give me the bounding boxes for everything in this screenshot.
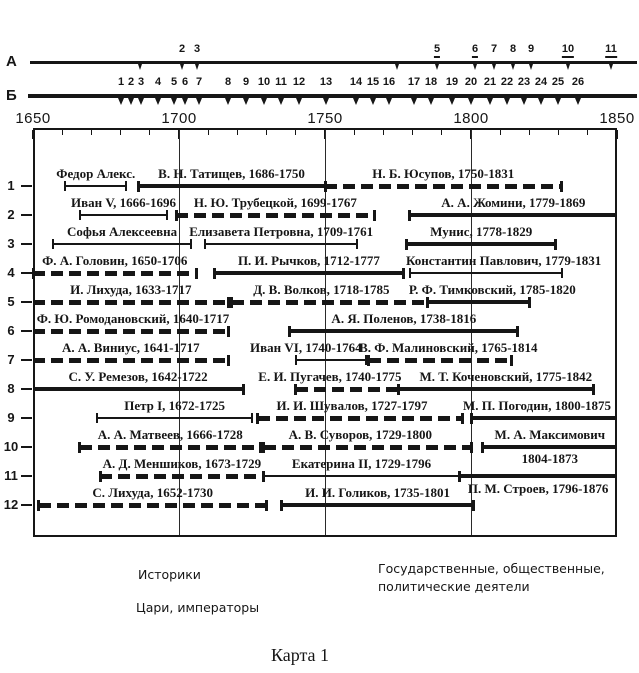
person-bar xyxy=(53,243,190,245)
person-bar xyxy=(33,358,229,363)
person-bar xyxy=(176,213,375,218)
person-bar xyxy=(80,445,261,450)
row-number: 3 xyxy=(7,236,15,251)
axis-tick xyxy=(412,130,413,135)
person-label: Екатерина II, 1729-1796 xyxy=(291,456,432,471)
person-bar xyxy=(483,445,617,449)
bar-cap xyxy=(426,297,429,308)
axis-tick xyxy=(529,130,530,135)
scale-b-number: 18 xyxy=(424,76,438,88)
axis-tick xyxy=(237,130,238,135)
person-bar xyxy=(471,416,617,420)
bar-cap xyxy=(52,239,54,249)
scale-b-number: 26 xyxy=(571,76,585,88)
person-bar xyxy=(296,359,366,361)
bar-cap xyxy=(592,384,595,395)
person-bar xyxy=(264,475,460,477)
scale-a-number: 9 xyxy=(527,43,535,55)
person-label: Н. Ю. Трубецкой, 1699-1767 xyxy=(193,195,357,210)
scale-b-number: 8 xyxy=(224,76,232,88)
scale-b-number: 14 xyxy=(349,76,363,88)
bar-cap xyxy=(458,471,461,482)
axis-tick xyxy=(354,130,355,135)
scale-b-number: 4 xyxy=(154,76,162,88)
bar-cap xyxy=(356,239,358,249)
scale-a-tick xyxy=(138,64,142,70)
person-label: Константин Павлович, 1779-1831 xyxy=(405,253,602,268)
scale-a-tick xyxy=(492,64,496,70)
row-tick xyxy=(21,475,32,477)
scale-b-tick xyxy=(428,98,434,105)
person-bar xyxy=(214,271,404,275)
bar-cap xyxy=(560,181,563,192)
year-label: 1850 xyxy=(599,110,635,127)
axis-tick xyxy=(149,130,150,135)
person-label: Н. Б. Юсупов, 1750-1831 xyxy=(372,166,515,181)
bar-cap xyxy=(408,210,411,221)
person-bar xyxy=(33,329,229,334)
row-tick xyxy=(21,330,32,332)
bar-cap xyxy=(470,413,473,424)
row-tick xyxy=(21,272,32,274)
bar-cap xyxy=(166,210,168,220)
bar-cap xyxy=(32,268,35,279)
scale-a-label: А xyxy=(6,53,17,70)
person-label: Елизавета Петровна, 1709-1761 xyxy=(189,224,374,239)
scale-b-tick xyxy=(353,98,359,105)
person-bar xyxy=(33,387,243,391)
row-number: 8 xyxy=(7,381,15,396)
scale-b-tick xyxy=(504,98,510,105)
person-bar xyxy=(264,445,471,450)
person-label: М. А. Максимович xyxy=(494,427,606,442)
person-label: Иван VI, 1740-1764 xyxy=(250,340,362,355)
person-bar xyxy=(459,474,617,478)
scale-a-number: 10 xyxy=(562,44,574,58)
legend-statesmen xyxy=(378,560,605,596)
person-bar xyxy=(296,387,398,392)
person-label: М. Т. Коченовский, 1775-1842 xyxy=(419,369,593,384)
scale-b-number: 11 xyxy=(275,76,287,88)
bar-cap xyxy=(461,413,464,424)
person-bar xyxy=(258,416,462,421)
row-number: 5 xyxy=(7,294,15,309)
bar-cap xyxy=(78,442,81,453)
scale-a-tick xyxy=(395,64,399,70)
bar-cap xyxy=(324,181,327,192)
scale-b-number: 10 xyxy=(257,76,271,88)
year-label: 1750 xyxy=(307,110,343,127)
scale-b-tick xyxy=(538,98,544,105)
scale-b-tick xyxy=(386,98,392,105)
axis-tick xyxy=(266,130,267,135)
bar-cap xyxy=(280,500,283,511)
person-label: Мунис, 1778-1829 xyxy=(430,224,533,239)
axis-tick xyxy=(500,130,501,135)
axis-tick xyxy=(558,130,559,135)
scale-a-tick xyxy=(511,64,515,70)
scale-b-number: 19 xyxy=(445,76,459,88)
scale-b-number: 25 xyxy=(551,76,565,88)
person-label: Ф. Ю. Ромодановский, 1640-1717 xyxy=(36,311,230,326)
scale-b-tick xyxy=(155,98,161,105)
bar-cap xyxy=(175,210,178,221)
bar-cap xyxy=(528,297,531,308)
person-label: А. А. Матвеев, 1666-1728 xyxy=(97,427,243,442)
scale-a-tick xyxy=(529,64,533,70)
person-bar xyxy=(65,185,126,187)
bar-cap xyxy=(367,355,370,366)
scale-b-number: 23 xyxy=(517,76,531,88)
axis-tick xyxy=(616,130,618,139)
bar-cap xyxy=(64,181,66,191)
axis-tick xyxy=(587,130,588,135)
person-bar xyxy=(290,329,518,333)
row-number: 10 xyxy=(3,439,19,454)
scale-b-number: 12 xyxy=(292,76,306,88)
row-number: 1 xyxy=(7,178,15,193)
person-label: Р. Ф. Тимковский, 1785-1820 xyxy=(408,282,576,297)
axis-tick xyxy=(441,130,442,135)
legend-historians: Историки xyxy=(138,567,201,582)
person-bar xyxy=(410,272,562,274)
person-bar xyxy=(33,271,197,276)
bar-cap xyxy=(79,210,81,220)
scale-b-tick xyxy=(196,98,202,105)
row-number: 7 xyxy=(7,352,15,367)
scale-a-tick xyxy=(473,64,477,70)
bar-cap xyxy=(190,239,192,249)
bar-cap xyxy=(554,239,557,250)
bar-cap xyxy=(472,500,475,511)
person-label: А. Я. Поленов, 1738-1816 xyxy=(331,311,477,326)
scale-b-number: 2 xyxy=(127,76,135,88)
person-label: А. А. Виниус, 1641-1717 xyxy=(62,340,200,355)
scale-b-number: 17 xyxy=(407,76,421,88)
person-bar xyxy=(232,300,428,305)
row-tick xyxy=(21,301,32,303)
bar-cap xyxy=(204,239,206,249)
person-bar xyxy=(80,214,168,216)
bar-cap xyxy=(213,268,216,279)
scale-a-number: 7 xyxy=(490,43,498,55)
bar-cap xyxy=(256,413,259,424)
person-bar xyxy=(138,184,325,188)
chart-caption: Карта 1 xyxy=(270,645,330,665)
row-number: 6 xyxy=(7,323,15,338)
scale-a-tick xyxy=(195,64,199,70)
row-tick xyxy=(21,504,32,506)
legend-tsars: Цари, императоры xyxy=(136,600,260,615)
axis-tick xyxy=(295,130,296,135)
bar-cap xyxy=(481,442,484,453)
person-label: С. У. Ремезов, 1642-1722 xyxy=(68,369,208,384)
bar-cap xyxy=(195,268,198,279)
person-label: В. Ф. Малиновский, 1765-1814 xyxy=(359,340,538,355)
row-tick xyxy=(21,185,32,187)
scale-b-tick xyxy=(171,98,177,105)
person-sublabel: 1804-1873 xyxy=(521,451,578,466)
bar-cap xyxy=(561,268,563,278)
person-label: Иван V, 1666-1696 xyxy=(71,195,176,210)
axis-tick xyxy=(120,130,121,135)
bar-cap xyxy=(373,210,376,221)
person-label: Д. В. Волков, 1718-1785 xyxy=(253,282,390,297)
person-label: М. П. Погодин, 1800-1875 xyxy=(462,398,612,413)
bar-cap xyxy=(265,500,268,511)
person-label: П. М. Строев, 1796-1876 xyxy=(467,481,609,496)
bar-cap xyxy=(227,355,230,366)
scale-a-number: 2 xyxy=(178,43,186,55)
bar-cap xyxy=(409,268,411,278)
year-label: 1800 xyxy=(453,110,489,127)
person-label: А. В. Суворов, 1729-1800 xyxy=(288,427,432,442)
person-bar xyxy=(39,503,267,508)
person-label: Петр I, 1672-1725 xyxy=(124,398,226,413)
row-number: 12 xyxy=(3,497,19,512)
scale-b-tick xyxy=(370,98,376,105)
axis-tick xyxy=(62,130,63,135)
bar-cap xyxy=(125,181,127,191)
person-label: И. И. Голиков, 1735-1801 xyxy=(305,485,450,500)
year-label: 1650 xyxy=(15,110,51,127)
axis-tick xyxy=(32,130,34,139)
scale-b-number: 5 xyxy=(170,76,178,88)
scale-b-number: 20 xyxy=(464,76,478,88)
scale-b-tick xyxy=(296,98,302,105)
bar-cap xyxy=(230,297,233,308)
axis-tick xyxy=(383,130,384,135)
person-bar xyxy=(369,358,512,363)
scale-b-number: 21 xyxy=(483,76,497,88)
person-bar xyxy=(100,474,264,479)
scale-b-number: 13 xyxy=(319,76,333,88)
person-bar xyxy=(407,242,556,246)
scale-b-tick xyxy=(278,98,284,105)
person-bar xyxy=(97,417,252,419)
row-tick xyxy=(21,243,32,245)
bar-cap xyxy=(295,355,297,365)
person-bar xyxy=(33,300,229,305)
bar-cap xyxy=(263,471,265,481)
person-label: С. Лихуда, 1652-1730 xyxy=(92,485,214,500)
scale-a-tick xyxy=(435,64,439,70)
bar-cap xyxy=(397,384,400,395)
scale-b-number: 1 xyxy=(117,76,125,88)
year-label: 1700 xyxy=(161,110,197,127)
scale-b-tick xyxy=(182,98,188,105)
row-number: 9 xyxy=(7,410,15,425)
person-bar xyxy=(325,184,562,189)
person-label: И. Лихуда, 1633-1717 xyxy=(70,282,192,297)
person-bar xyxy=(398,387,594,391)
bar-cap xyxy=(262,442,265,453)
row-number: 4 xyxy=(7,265,15,280)
scale-b-number: 24 xyxy=(534,76,548,88)
bar-cap xyxy=(405,239,408,250)
scale-b-number: 16 xyxy=(382,76,396,88)
scale-b-tick xyxy=(487,98,493,105)
bar-cap xyxy=(294,384,297,395)
scale-a-tick xyxy=(609,64,613,70)
scale-b-tick xyxy=(225,98,231,105)
scale-b-tick xyxy=(521,98,527,105)
bar-cap xyxy=(251,413,253,423)
scale-a-number: 11 xyxy=(605,44,617,58)
person-bar xyxy=(427,300,529,304)
scale-b-tick xyxy=(449,98,455,105)
person-bar xyxy=(410,213,617,217)
person-label: А. А. Жомини, 1779-1869 xyxy=(441,195,586,210)
axis-tick xyxy=(208,130,209,135)
bar-cap xyxy=(137,181,140,192)
bar-cap xyxy=(242,384,245,395)
scale-a-number: 3 xyxy=(193,43,201,55)
scale-b-tick xyxy=(411,98,417,105)
bar-cap xyxy=(37,500,40,511)
bar-cap xyxy=(288,326,291,337)
axis-tick xyxy=(91,130,92,135)
scale-b-tick xyxy=(261,98,267,105)
bar-cap xyxy=(96,413,98,423)
scale-b-number: 7 xyxy=(195,76,203,88)
row-number: 11 xyxy=(4,468,18,483)
person-label: И. И. Шувалов, 1727-1797 xyxy=(276,398,428,413)
bar-cap xyxy=(402,268,405,279)
scale-b-tick xyxy=(118,98,124,105)
person-label: Е. И. Пугачев, 1740-1775 xyxy=(258,369,402,384)
scale-b-label: Б xyxy=(6,87,17,104)
scale-b-number: 9 xyxy=(242,76,250,88)
scale-b-number: 3 xyxy=(137,76,145,88)
row-tick xyxy=(21,446,32,448)
bar-cap xyxy=(227,326,230,337)
scale-b-tick xyxy=(323,98,329,105)
person-label: П. И. Рычков, 1712-1777 xyxy=(237,253,380,268)
scale-a-line xyxy=(30,61,637,64)
row-tick xyxy=(21,214,32,216)
bar-cap xyxy=(99,471,102,482)
scale-b-tick xyxy=(575,98,581,105)
scale-b-number: 15 xyxy=(366,76,380,88)
row-number: 2 xyxy=(7,207,15,222)
row-tick xyxy=(21,359,32,361)
scale-a-number: 6 xyxy=(472,44,478,58)
scale-a-number: 5 xyxy=(434,44,440,58)
person-bar xyxy=(281,503,474,507)
bar-cap xyxy=(510,355,513,366)
row-tick xyxy=(21,417,32,419)
person-label: А. Д. Меншиков, 1673-1729 xyxy=(102,456,262,471)
bar-cap xyxy=(470,442,473,453)
scale-a-tick xyxy=(566,64,570,70)
person-bar xyxy=(205,243,357,245)
scale-a-number: 8 xyxy=(509,43,517,55)
scale-b-tick xyxy=(468,98,474,105)
legend-statesmen-line2: политические деятели xyxy=(378,579,530,594)
scale-b-tick xyxy=(128,98,134,105)
person-label: Ф. А. Головин, 1650-1706 xyxy=(42,253,188,268)
scale-b-number: 22 xyxy=(500,76,514,88)
scale-b-tick xyxy=(138,98,144,105)
bar-cap xyxy=(516,326,519,337)
person-label: В. Н. Татищев, 1686-1750 xyxy=(158,166,305,181)
row-tick xyxy=(21,388,32,390)
scale-b-tick xyxy=(555,98,561,105)
legend-statesmen-line1: Государственные, общественные, xyxy=(378,561,605,576)
person-label: Федор Алекс. xyxy=(56,166,136,181)
person-label: Софья Алексеевна xyxy=(66,224,178,239)
scale-a-tick xyxy=(180,64,184,70)
scale-b-tick xyxy=(243,98,249,105)
scale-b-number: 6 xyxy=(181,76,189,88)
